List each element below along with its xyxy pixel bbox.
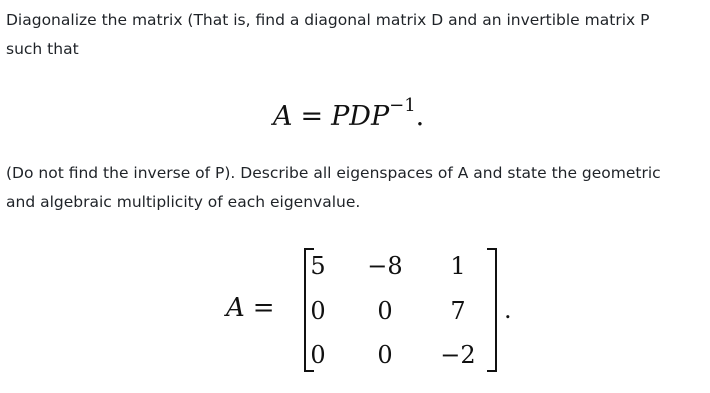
matrix-name: A: [226, 293, 245, 323]
right-bracket: [487, 248, 497, 372]
matrix-cell-r2c1: 0: [310, 297, 326, 325]
equation-period: .: [415, 101, 425, 132]
equation-rhs: PDP: [331, 101, 390, 132]
matrix-cell-r2c3: 7: [450, 297, 466, 325]
matrix-cell-r3c1: 0: [310, 341, 326, 369]
matrix-cell-r3c2: 0: [377, 341, 393, 369]
matrix-lhs: [226, 293, 283, 323]
diagonalization-equation: [273, 95, 425, 137]
matrix-equals-sign: =: [252, 293, 275, 323]
instructions-line-2: and algebraic multiplicity of each eigenvalue.: [6, 193, 361, 211]
matrix-cell-r1c3: 1: [450, 252, 466, 280]
instructions-line-1: (Do not find the inverse of P). Describe all eigenspaces of A and state the geometric: [6, 164, 661, 182]
matrix-cell-r1c1: 5: [310, 252, 326, 280]
matrix-period: .: [504, 296, 512, 324]
intro-line-1: Diagonalize the matrix (That is, find a diagonal matrix D and an invertible matrix P: [6, 11, 650, 29]
inverse-exponent: −1: [389, 95, 416, 116]
problem-intro: [6, 6, 649, 64]
intro-line-2: such that: [6, 40, 79, 58]
matrix-cell-r2c2: 0: [377, 297, 393, 325]
equation-lhs: A: [273, 101, 293, 132]
problem-instructions: [6, 159, 661, 217]
equals-sign: =: [300, 101, 324, 132]
matrix-cell-r1c2: −8: [367, 252, 403, 280]
matrix-cell-r3c3: −2: [440, 341, 476, 369]
